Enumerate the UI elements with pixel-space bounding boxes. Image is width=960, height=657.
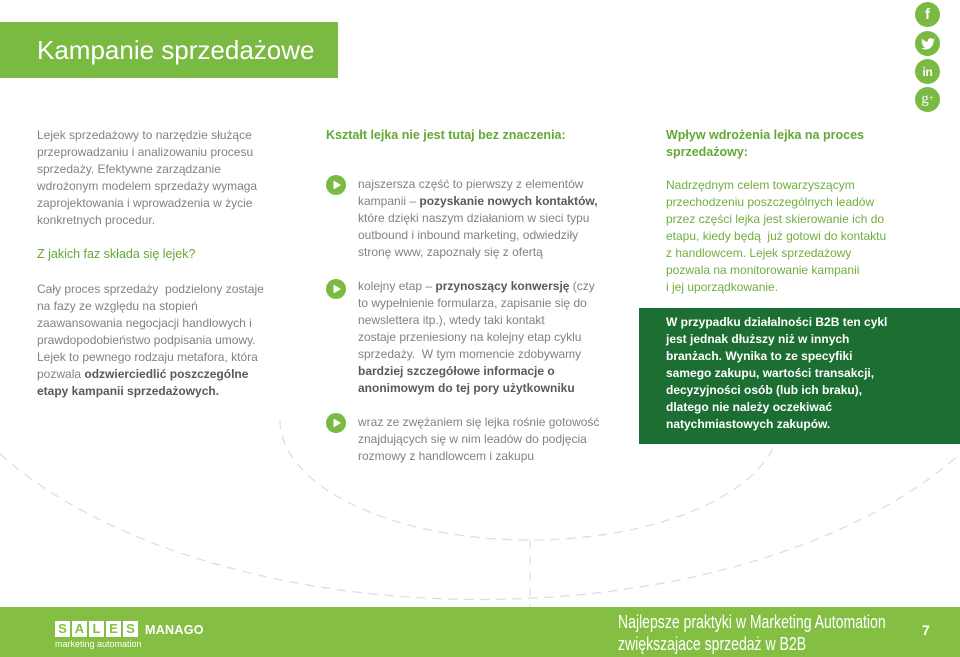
text-line: pozwala na monitorowanie kampanii — [666, 263, 860, 277]
page-title: Kampanie sprzedażowe — [37, 35, 315, 65]
text-line: rozmowy z handlowcem i zakupu — [358, 449, 535, 463]
text-segment: (czy — [569, 279, 595, 293]
google-plus-glyph: g — [921, 91, 929, 107]
bold-segment: odzwierciedlić poszczególne — [84, 367, 249, 381]
text-line: Nadrzędnym celem towarzyszącym — [666, 178, 855, 192]
linkedin-glyph: in — [922, 64, 933, 79]
text-segment: kolejny etap – — [358, 279, 436, 293]
text-line: na fazy ze względu na stopień — [37, 299, 198, 313]
bold-line: etapy kampanii sprzedażowych. — [37, 384, 220, 398]
text-line: prawdopodobieństwo podpisania umowy. — [37, 333, 256, 347]
text-line: branżach. Wynika to ze specyfiki — [666, 349, 853, 363]
text-line: zaawansowania negocjacji handlowych i — [37, 316, 252, 330]
play-icon — [326, 279, 346, 299]
text-line: Lejek to pewnego rodzaju metafora, która — [37, 350, 258, 364]
logo-letter: A — [72, 621, 87, 637]
stage-3-text — [358, 414, 599, 465]
logo-tagline: marketing automation — [55, 639, 142, 649]
bold-line: bardziej szczegółowe informacje o — [358, 364, 555, 378]
callout-text — [666, 314, 887, 433]
text-line: etapu, kiedy będą już gotowi do kontaktu — [666, 229, 887, 243]
text-line: dlatego nie należy oczekiwać — [666, 400, 833, 414]
text-line: które dzięki naszym działaniom w sieci typu — [358, 211, 590, 225]
text-line: newslettera itp.), wtedy taki kontakt — [358, 313, 545, 327]
text-line: sprzedaży. W tym momencie zdobywamy — [358, 347, 582, 361]
impact-paragraph — [666, 177, 886, 296]
page-number: 7 — [922, 622, 930, 638]
google-plus-sup: + — [928, 92, 934, 103]
text-line: decyzyjności osób (lub ich braku), — [666, 383, 863, 397]
funnel-phases-paragraph — [37, 281, 264, 400]
heading-line: sprzedażowy: — [666, 145, 748, 159]
text-line: to wypełnienie formularza, zapisanie się do — [358, 296, 587, 310]
logo-letter: S — [123, 621, 138, 637]
text-line: przeprowadzaniu i analizowaniu procesu — [37, 145, 254, 159]
twitter-icon[interactable] — [915, 31, 940, 56]
linkedin-icon[interactable] — [915, 59, 940, 84]
funnel-rim-arc — [0, 454, 960, 599]
text-line: przez części lejka jest skierowanie ich do — [666, 212, 885, 226]
funnel-question: Z jakich faz składa się lejek? — [37, 247, 196, 261]
facebook-glyph: f — [925, 6, 930, 23]
logo-word: MANAGO — [145, 623, 204, 637]
text-line: zostaje przeniesiony na kolejny etap cyklu — [358, 330, 582, 344]
text-line: Cały proces sprzedaży podzielony zostaje — [37, 282, 264, 296]
bold-line: anonimowym do tej pory użytkowniku — [358, 381, 575, 395]
play-icon — [326, 175, 346, 195]
page-footer — [0, 607, 960, 657]
salesmanago-logo — [55, 621, 138, 637]
heading-line: Wpływ wdrożenia lejka na proces — [666, 128, 864, 142]
text-line: sprzedaży. Efektywne zarządzanie — [37, 162, 221, 176]
text-line: wraz ze zwężaniem się lejka rośnie gotowość — [358, 415, 600, 429]
text-line: i jej uporządkowanie. — [666, 280, 779, 294]
text-line — [358, 193, 598, 210]
intro-paragraph — [37, 127, 257, 229]
b2b-callout-box — [639, 308, 960, 444]
text-line: W przypadku działalności B2B ten cykl — [666, 315, 888, 329]
bold-segment: przynoszący konwersję — [435, 279, 570, 293]
text-line: przechodzeniu poszczególnych leadów — [666, 195, 875, 209]
logo-letter: L — [89, 621, 104, 637]
footer-title-line: Najlepsze praktyki w Marketing Automation — [618, 612, 886, 632]
footer-title — [618, 611, 908, 655]
text-line: zaprojektowania i wprowadzenia w życie — [37, 196, 253, 210]
twitter-bird-glyph — [921, 38, 935, 50]
text-segment: pozwala — [37, 367, 85, 381]
text-line — [37, 366, 264, 383]
text-line: znajdujących się w nim leadów do podjęcia — [358, 432, 587, 446]
facebook-icon[interactable] — [915, 2, 940, 27]
stage-1-text — [358, 176, 598, 261]
google-plus-icon[interactable] — [915, 87, 940, 112]
bold-segment: pozyskanie nowych kontaktów, — [419, 194, 598, 208]
text-line: samego zakupu, wartości transakcji, — [666, 366, 875, 380]
text-line: wdrożonym modelem sprzedaży wymaga — [37, 179, 258, 193]
funnel-shape-heading: Kształt lejka nie jest tutaj bez znaczenia: — [326, 128, 566, 142]
footer-title-line: zwiększajace sprzedaż w B2B — [618, 634, 807, 654]
text-segment: kampanii – — [358, 194, 420, 208]
stage-2-text — [358, 278, 595, 397]
play-icon — [326, 413, 346, 433]
text-line: outbound i inbound marketing, odwiedziły — [358, 228, 579, 242]
text-line: z handlowcem. Lejek sprzedażowy — [666, 246, 852, 260]
text-line: stronę www, zapoznały się z ofertą — [358, 245, 543, 259]
text-line: natychmiastowych zakupów. — [666, 417, 831, 431]
text-line: Lejek sprzedażowy to narzędzie służące — [37, 128, 252, 142]
text-line: jest jednak dłuższy niż w innych — [666, 332, 850, 346]
logo-letter: E — [106, 621, 121, 637]
logo-letter: S — [55, 621, 70, 637]
text-line — [358, 278, 595, 295]
text-line: konkretnych procedur. — [37, 213, 156, 227]
text-line: najszersza część to pierwszy z elementów — [358, 177, 584, 191]
impact-heading — [666, 127, 864, 161]
title-banner — [0, 22, 338, 78]
